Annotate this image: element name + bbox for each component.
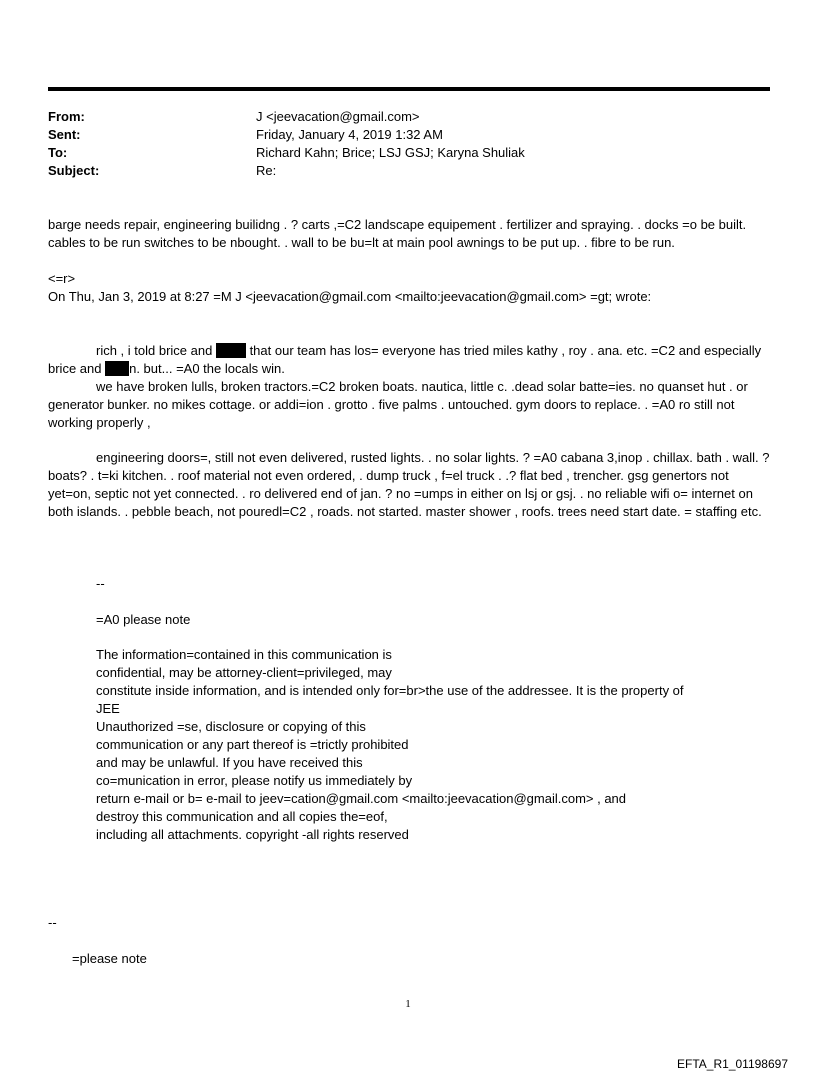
to-value: Richard Kahn; Brice; LSJ GSJ; Karyna Shuliak xyxy=(256,145,525,160)
disclaimer-line: co=munication in error, please notify us immediately by xyxy=(96,773,413,788)
quote-tag: <=r> xyxy=(48,271,76,286)
quoted-text: n. but... =A0 the locals win. xyxy=(129,361,285,376)
footer-dashes: -- xyxy=(48,915,57,930)
sent-value: Friday, January 4, 2019 1:32 AM xyxy=(256,127,443,142)
sent-label: Sent: xyxy=(48,127,81,142)
signature-dashes: -- xyxy=(96,576,105,591)
disclaimer-block xyxy=(96,646,736,844)
disclaimer-line: constitute inside information, and is intended only for=br>the use of the addressee. It is the property of xyxy=(96,683,684,698)
signature-note: =A0 please note xyxy=(96,612,191,627)
quoted-paragraph-1 xyxy=(48,342,770,432)
to-label: To: xyxy=(48,145,68,160)
disclaimer-line: Unauthorized =se, disclosure or copying of this xyxy=(96,719,366,734)
quoted-text: engineering doors=, still not even delivered, rusted lights. . no solar lights. ? =A0 cabana 3,inop . chillax. bath . wall. ?boats? . t=ki kitchen. . roof material not even ordered, . dump truck , f=el truck . .? flat bed , trencher. gsg genertors not yet=on, septic not yet connected. . ro delivered end of jan. ? no =umps in either on lsj or gsj. . no reliable wifi o= internet on both islands. . pebble beach, not pouredl=C2 , roads. not started. master shower , roofs. trees need start date. = staffing etc. xyxy=(48,450,770,519)
redaction-box xyxy=(216,343,246,358)
quoted-paragraph-2: we have broken lulls, broken tractors.=C2 broken boats. nautica, little c. .dead solar batte=ies. no quanset hut . or generator bunker. no mikes cottage. or addi=ion . grotto . five palms . untouched. gym doors to replace. . =A0 ro still not working properly , xyxy=(48,379,748,430)
body-text: barge needs repair, engineering builidng . ? carts ,=C2 landscape equipement . fertilizer and spraying. . docks =o be built. cables to be run switches to be nbought. . wall to be bu=lt at main pool awnings to be put up. . fibre to be run. xyxy=(48,217,747,250)
disclaimer-line: JEE xyxy=(96,701,120,716)
to-row xyxy=(48,144,768,162)
body-paragraph-1 xyxy=(48,216,770,252)
disclaimer-line: The information=contained in this communication is xyxy=(96,647,392,662)
quoted-text: rich , i told brice and xyxy=(96,343,216,358)
from-label: From: xyxy=(48,109,85,124)
subject-label: Subject: xyxy=(48,163,100,178)
document-id: EFTA_R1_01198697 xyxy=(677,1057,788,1071)
from-value: J <jeevacation@gmail.com> xyxy=(256,109,420,124)
disclaimer-line: destroy this communication and all copies the=eof, xyxy=(96,809,388,824)
quoted-text: that our team has los= everyone has tried miles kathy , roy . ana. etc. =C2 and especially brice and xyxy=(48,343,762,376)
page-number: 1 xyxy=(405,998,411,1010)
footer-note: =please note xyxy=(72,951,147,966)
disclaimer-line: return e-mail or b= e-mail to jeev=cation@gmail.com <mailto:jeevacation@gmail.com> , and xyxy=(96,791,627,806)
subject-value: Re: xyxy=(256,163,277,178)
email-header xyxy=(48,108,768,180)
disclaimer-line: including all attachments. copyright -all rights reserved xyxy=(96,827,409,842)
header-rule xyxy=(48,87,770,91)
from-row xyxy=(48,108,768,126)
subject-row xyxy=(48,162,768,180)
quoted-paragraph-3 xyxy=(48,449,770,521)
disclaimer-line: and may be unlawful. If you have received this xyxy=(96,755,363,770)
quote-header: On Thu, Jan 3, 2019 at 8:27 =M J <jeevacation@gmail.com <mailto:jeevacation@gmail.com> =gt; wrote: xyxy=(48,289,652,304)
disclaimer-line: communication or any part thereof is =trictly prohibited xyxy=(96,737,409,752)
sent-row xyxy=(48,126,768,144)
redaction-box xyxy=(105,361,129,376)
quote-intro xyxy=(48,270,770,306)
disclaimer-line: confidential, may be attorney-client=privileged, may xyxy=(96,665,392,680)
